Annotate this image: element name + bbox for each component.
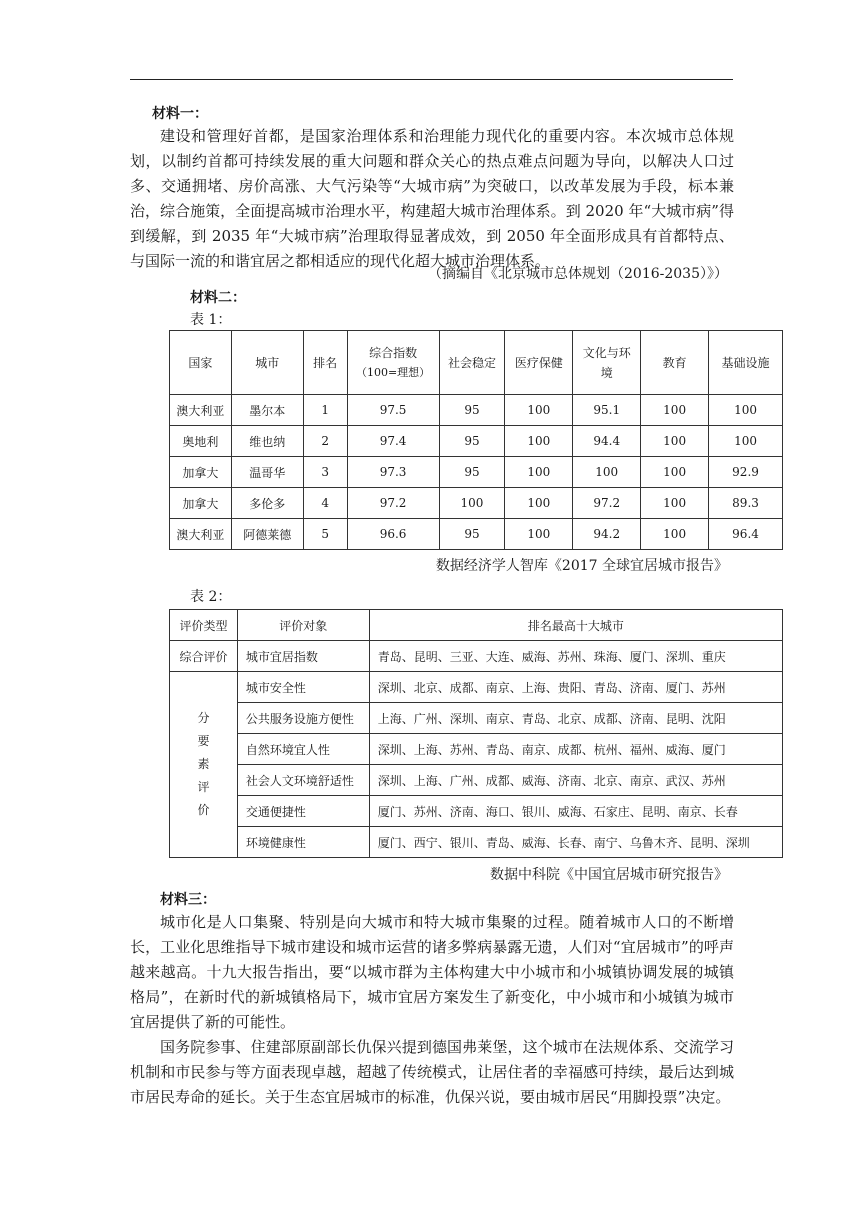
table-cell: 温哥华: [231, 457, 303, 488]
header-line: 综合指数: [369, 345, 418, 360]
table-cell: 深圳、上海、苏州、青岛、南京、成都、杭州、福州、威海、厦门: [369, 734, 782, 765]
header-cell: 医疗保健: [505, 331, 573, 395]
table-cell: 澳大利亚: [170, 395, 232, 426]
header-cell: 评价类型: [170, 610, 238, 641]
factor-label-char: 价: [197, 803, 210, 817]
header-line: （100=理想）: [355, 365, 431, 379]
material1-paragraph: 建设和管理好首都，是国家治理体系和治理能力现代化的重要内容。本次城市总体规划，以制约首都可持续发展的重大问题和群众关心的热点难点问题为导向，以解决人口过多、交通拥堵、房价高涨、大气污染等“大城市病”为突破口，以改革发展为手段，标本兼治，综合施策，全面提高城市治理水平，构建超大城市治理体系。到 2020 年“大城市病”得到缓解，到 2035 年“大城市病”治理取得显著成效，到 2050 年全面形成具有首都特点、与国际一流的和谐宜居之都相适应的现代化超大城市治理体系。: [130, 127, 734, 270]
table-cell: 100: [505, 488, 573, 519]
table-cell: 上海、广州、深圳、南京、青岛、北京、成都、济南、昆明、沈阳: [369, 703, 782, 734]
table-row: [170, 827, 783, 858]
table-cell: 100: [505, 457, 573, 488]
table-cell: 5: [303, 519, 347, 550]
table-row: [170, 734, 783, 765]
table-cell: 97.5: [347, 395, 439, 426]
material2-heading: 材料二：: [190, 290, 246, 306]
table-cell: 奥地利: [170, 426, 232, 457]
table-cell: 94.2: [573, 519, 641, 550]
table1-header-row: [170, 331, 783, 395]
table2-header-row: [170, 610, 783, 641]
table-cell: 100: [641, 457, 709, 488]
table-cell: 97.2: [573, 488, 641, 519]
table2-source: 数据中科院《中国宜居城市研究报告》: [490, 867, 728, 883]
header-cell: [347, 331, 439, 395]
header-line: 境: [600, 365, 613, 380]
table1-source: 数据经济学人智库《2017 全球宜居城市报告》: [435, 558, 728, 574]
table-cell: 澳大利亚: [170, 519, 232, 550]
table-row: [170, 641, 783, 672]
table-cell: 100: [641, 488, 709, 519]
material3-body: [130, 910, 734, 1110]
table-cell: 92.9: [709, 457, 783, 488]
table-cell: 97.2: [347, 488, 439, 519]
header-cell: 基础设施: [709, 331, 783, 395]
header-cell: 国家: [170, 331, 232, 395]
table-cell: 墨尔本: [231, 395, 303, 426]
table1-label: 表 1：: [190, 312, 232, 328]
table2-label: 表 2：: [190, 589, 232, 605]
table-cell: 城市安全性: [237, 672, 369, 703]
table-cell: 加拿大: [170, 457, 232, 488]
table-cell: 89.3: [709, 488, 783, 519]
table-cell: 厦门、西宁、银川、青岛、威海、长春、南宁、乌鲁木齐、昆明、深圳: [369, 827, 782, 858]
table-1: [169, 330, 783, 550]
material3-heading: 材料三：: [160, 892, 216, 908]
table-cell: 深圳、北京、成都、南京、上海、贵阳、青岛、济南、厦门、苏州: [369, 672, 782, 703]
header-cell: 排名最高十大城市: [369, 610, 782, 641]
table-cell: 95.1: [573, 395, 641, 426]
table-cell: 95: [439, 395, 505, 426]
material3-paragraph-1: 城市化是人口集聚、特别是向大城市和特大城市集聚的过程。随着城市人口的不断增长，工业化思维指导下城市建设和城市运营的诸多弊病暴露无遗，人们对“宜居城市”的呼声越来越高。十九大报告指出，要“以城市群为主体构建大中小城市和小城镇协调发展的城镇格局”，在新时代的新城镇格局下，城市宜居方案发生了新变化，中小城市和小城镇为城市宜居提供了新的可能性。: [130, 913, 734, 1031]
header-line: 文化与环: [582, 345, 631, 360]
material3-paragraph-2: 国务院参事、住建部原副部长仇保兴提到德国弗莱堡，这个城市在法规体系、交流学习机制和市民参与等方面表现卓越，超越了传统模式，让居住者的幸福感可持续，最后达到城市居民寿命的延长。关于生态宜居城市的标准，仇保兴说，要由城市居民“用脚投票”决定。: [130, 1038, 734, 1106]
table-cell: 公共服务设施方便性: [237, 703, 369, 734]
table-cell: 2: [303, 426, 347, 457]
table-cell: 94.4: [573, 426, 641, 457]
table-row: [170, 672, 783, 703]
table-cell: 综合评价: [170, 641, 238, 672]
table-2: [169, 609, 783, 858]
table-cell: 社会人文环境舒适性: [237, 765, 369, 796]
table-cell: 96.4: [709, 519, 783, 550]
table-cell: 4: [303, 488, 347, 519]
material1-body: [130, 124, 734, 274]
table-cell: 97.3: [347, 457, 439, 488]
factor-evaluation-label: [170, 672, 238, 858]
material1-heading: 材料一：: [152, 106, 208, 122]
factor-label-char: 素: [197, 757, 210, 771]
table-cell: 96.6: [347, 519, 439, 550]
table-cell: 100: [709, 426, 783, 457]
table-cell: 95: [439, 519, 505, 550]
table-cell: 100: [505, 519, 573, 550]
table-cell: 城市宜居指数: [237, 641, 369, 672]
header-cell: 排名: [303, 331, 347, 395]
table-cell: 阿德莱德: [231, 519, 303, 550]
table-row: [170, 519, 783, 550]
table-row: [170, 703, 783, 734]
table-cell: 深圳、上海、广州、成都、威海、济南、北京、南京、武汉、苏州: [369, 765, 782, 796]
table-row: [170, 765, 783, 796]
material1-source: （摘编自《北京城市总体规划（2016-2035）》）: [428, 266, 728, 282]
table-cell: 100: [573, 457, 641, 488]
table-cell: 100: [505, 395, 573, 426]
header-cell: 评价对象: [237, 610, 369, 641]
table-cell: 100: [439, 488, 505, 519]
table-row: [170, 488, 783, 519]
table-cell: 交通便捷性: [237, 796, 369, 827]
table-cell: 97.4: [347, 426, 439, 457]
table-cell: 100: [641, 426, 709, 457]
header-cell: 教育: [641, 331, 709, 395]
header-cell: 社会稳定: [439, 331, 505, 395]
header-cell: 城市: [231, 331, 303, 395]
table-cell: 100: [709, 395, 783, 426]
table-cell: 厦门、苏州、济南、海口、银川、威海、石家庄、昆明、南京、长春: [369, 796, 782, 827]
table-cell: 加拿大: [170, 488, 232, 519]
factor-label-char: 要: [197, 734, 210, 748]
table-cell: 多伦多: [231, 488, 303, 519]
table-cell: 自然环境宜人性: [237, 734, 369, 765]
table-cell: 3: [303, 457, 347, 488]
table-cell: 95: [439, 426, 505, 457]
table-cell: 1: [303, 395, 347, 426]
table-cell: 青岛、昆明、三亚、大连、威海、苏州、珠海、厦门、深圳、重庆: [369, 641, 782, 672]
table-row: [170, 457, 783, 488]
table-cell: 100: [505, 426, 573, 457]
header-cell: [573, 331, 641, 395]
factor-label-char: 评: [197, 780, 210, 794]
table-cell: 环境健康性: [237, 827, 369, 858]
table-row: [170, 796, 783, 827]
header-rule: [130, 79, 733, 80]
table-cell: 95: [439, 457, 505, 488]
table-cell: 100: [641, 519, 709, 550]
table-row: [170, 395, 783, 426]
table-cell: 100: [641, 395, 709, 426]
table-row: [170, 426, 783, 457]
factor-label-char: 分: [197, 711, 210, 725]
table-cell: 维也纳: [231, 426, 303, 457]
